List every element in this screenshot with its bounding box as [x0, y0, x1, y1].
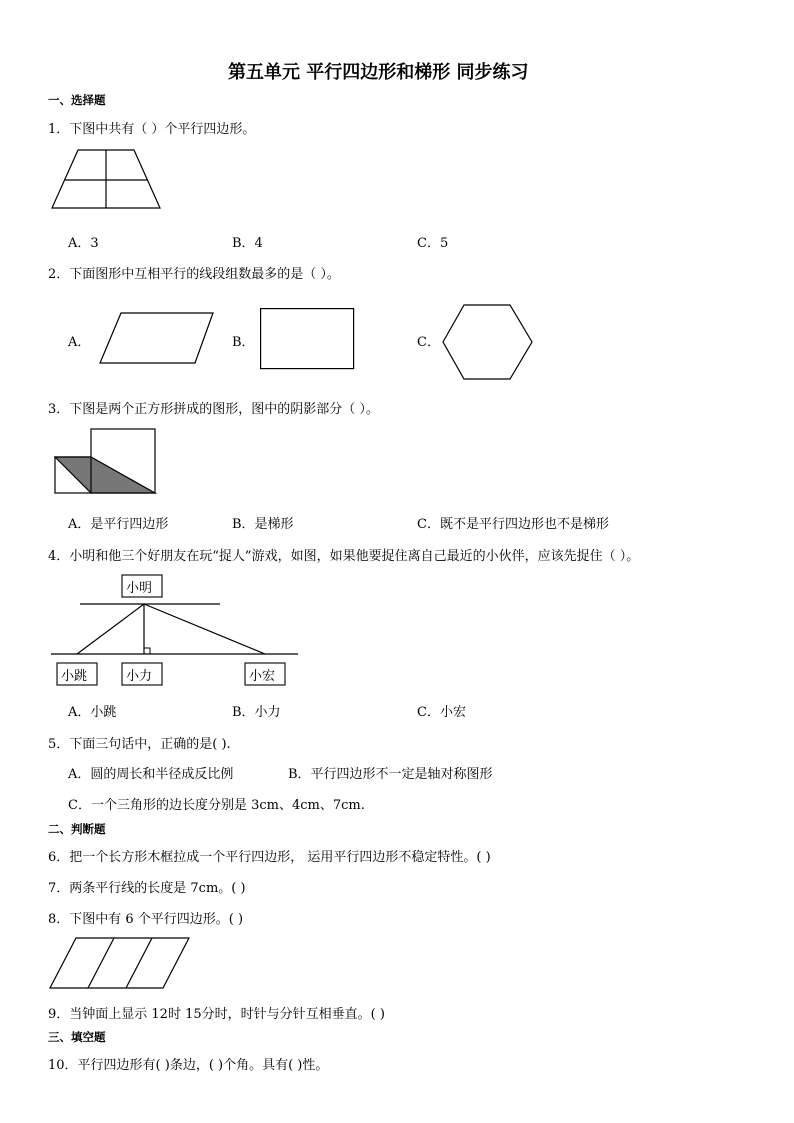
question-1: 1．下图中共有（ ）个平行四边形。	[48, 122, 256, 137]
question-7: 7．两条平行线的长度是 7cm。( )	[48, 881, 246, 896]
q5-option-b[interactable]: B．平行四边形不一定是轴对称图形	[288, 767, 493, 782]
question-8: 8．下图中有 6 个平行四边形。( )	[48, 912, 244, 927]
q3-two-squares-figure	[54, 428, 159, 496]
q2-option-c[interactable]: C．	[417, 335, 440, 350]
question-4: 4．小明和他三个好朋友在玩“捉人”游戏，如图，如果他要捉住离自己最近的小伙伴，应该先捉住（ ）。	[48, 549, 640, 564]
q8-parallelograms-figure	[49, 937, 191, 989]
question-2: 2．下面图形中互相平行的线段组数最多的是（ ）。	[48, 267, 340, 282]
question-9: 9．当钟面上显示 12时 15分时，时针与分针互相垂直。( )	[48, 1007, 385, 1022]
q3-option-b[interactable]: B．是梯形	[232, 517, 294, 532]
q1-option-b[interactable]: B．4	[232, 236, 263, 251]
page-title: 第五单元 平行四边形和梯形 同步练习	[228, 62, 529, 83]
q2-option-b[interactable]: B．	[232, 335, 255, 350]
question-6: 6．把一个长方形木框拉成一个平行四边形， 运用平行四边形不稳定特性。( )	[48, 850, 491, 865]
q1-option-c[interactable]: C．5	[417, 236, 449, 251]
q2-option-a[interactable]: A．	[68, 335, 91, 350]
section-heading-choice: 一、选择题	[48, 93, 106, 107]
q2-parallelogram-figure	[100, 312, 215, 364]
q1-trapezoid-figure	[52, 150, 162, 210]
q3-option-c[interactable]: C．既不是平行四边形也不是梯形	[417, 517, 609, 532]
section-heading-judgement: 二、判断题	[48, 822, 106, 836]
q3-option-a[interactable]: A．是平行四边形	[68, 517, 169, 532]
q2-rectangle-figure	[260, 308, 355, 370]
q1-option-a[interactable]: A．3	[68, 236, 99, 251]
q4-option-b[interactable]: B．小力	[232, 705, 281, 720]
section-heading-fill-blank: 三、填空题	[48, 1030, 106, 1044]
label-xiaoming: 小明	[126, 581, 153, 596]
question-10: 10．平行四边形有( )条边，( )个角。具有( )性。	[48, 1058, 329, 1073]
q5-option-a[interactable]: A．圆的周长和半径成反比例	[68, 767, 234, 782]
label-xiaohong: 小宏	[249, 669, 276, 684]
question-5: 5．下面三句话中，正确的是( ).	[48, 737, 231, 752]
q4-option-c[interactable]: C．小宏	[417, 705, 466, 720]
q4-option-a[interactable]: A．小跳	[68, 705, 117, 720]
question-3: 3．下图是两个正方形拼成的图形，图中的阴影部分（ ）。	[48, 402, 379, 417]
q5-option-c[interactable]: C．一个三角形的边长度分别是 3cm、4cm、7cm.	[68, 798, 365, 813]
label-xiaoli: 小力	[126, 669, 153, 684]
q2-hexagon-figure	[442, 304, 534, 380]
label-xiaotiao: 小跳	[61, 669, 88, 684]
